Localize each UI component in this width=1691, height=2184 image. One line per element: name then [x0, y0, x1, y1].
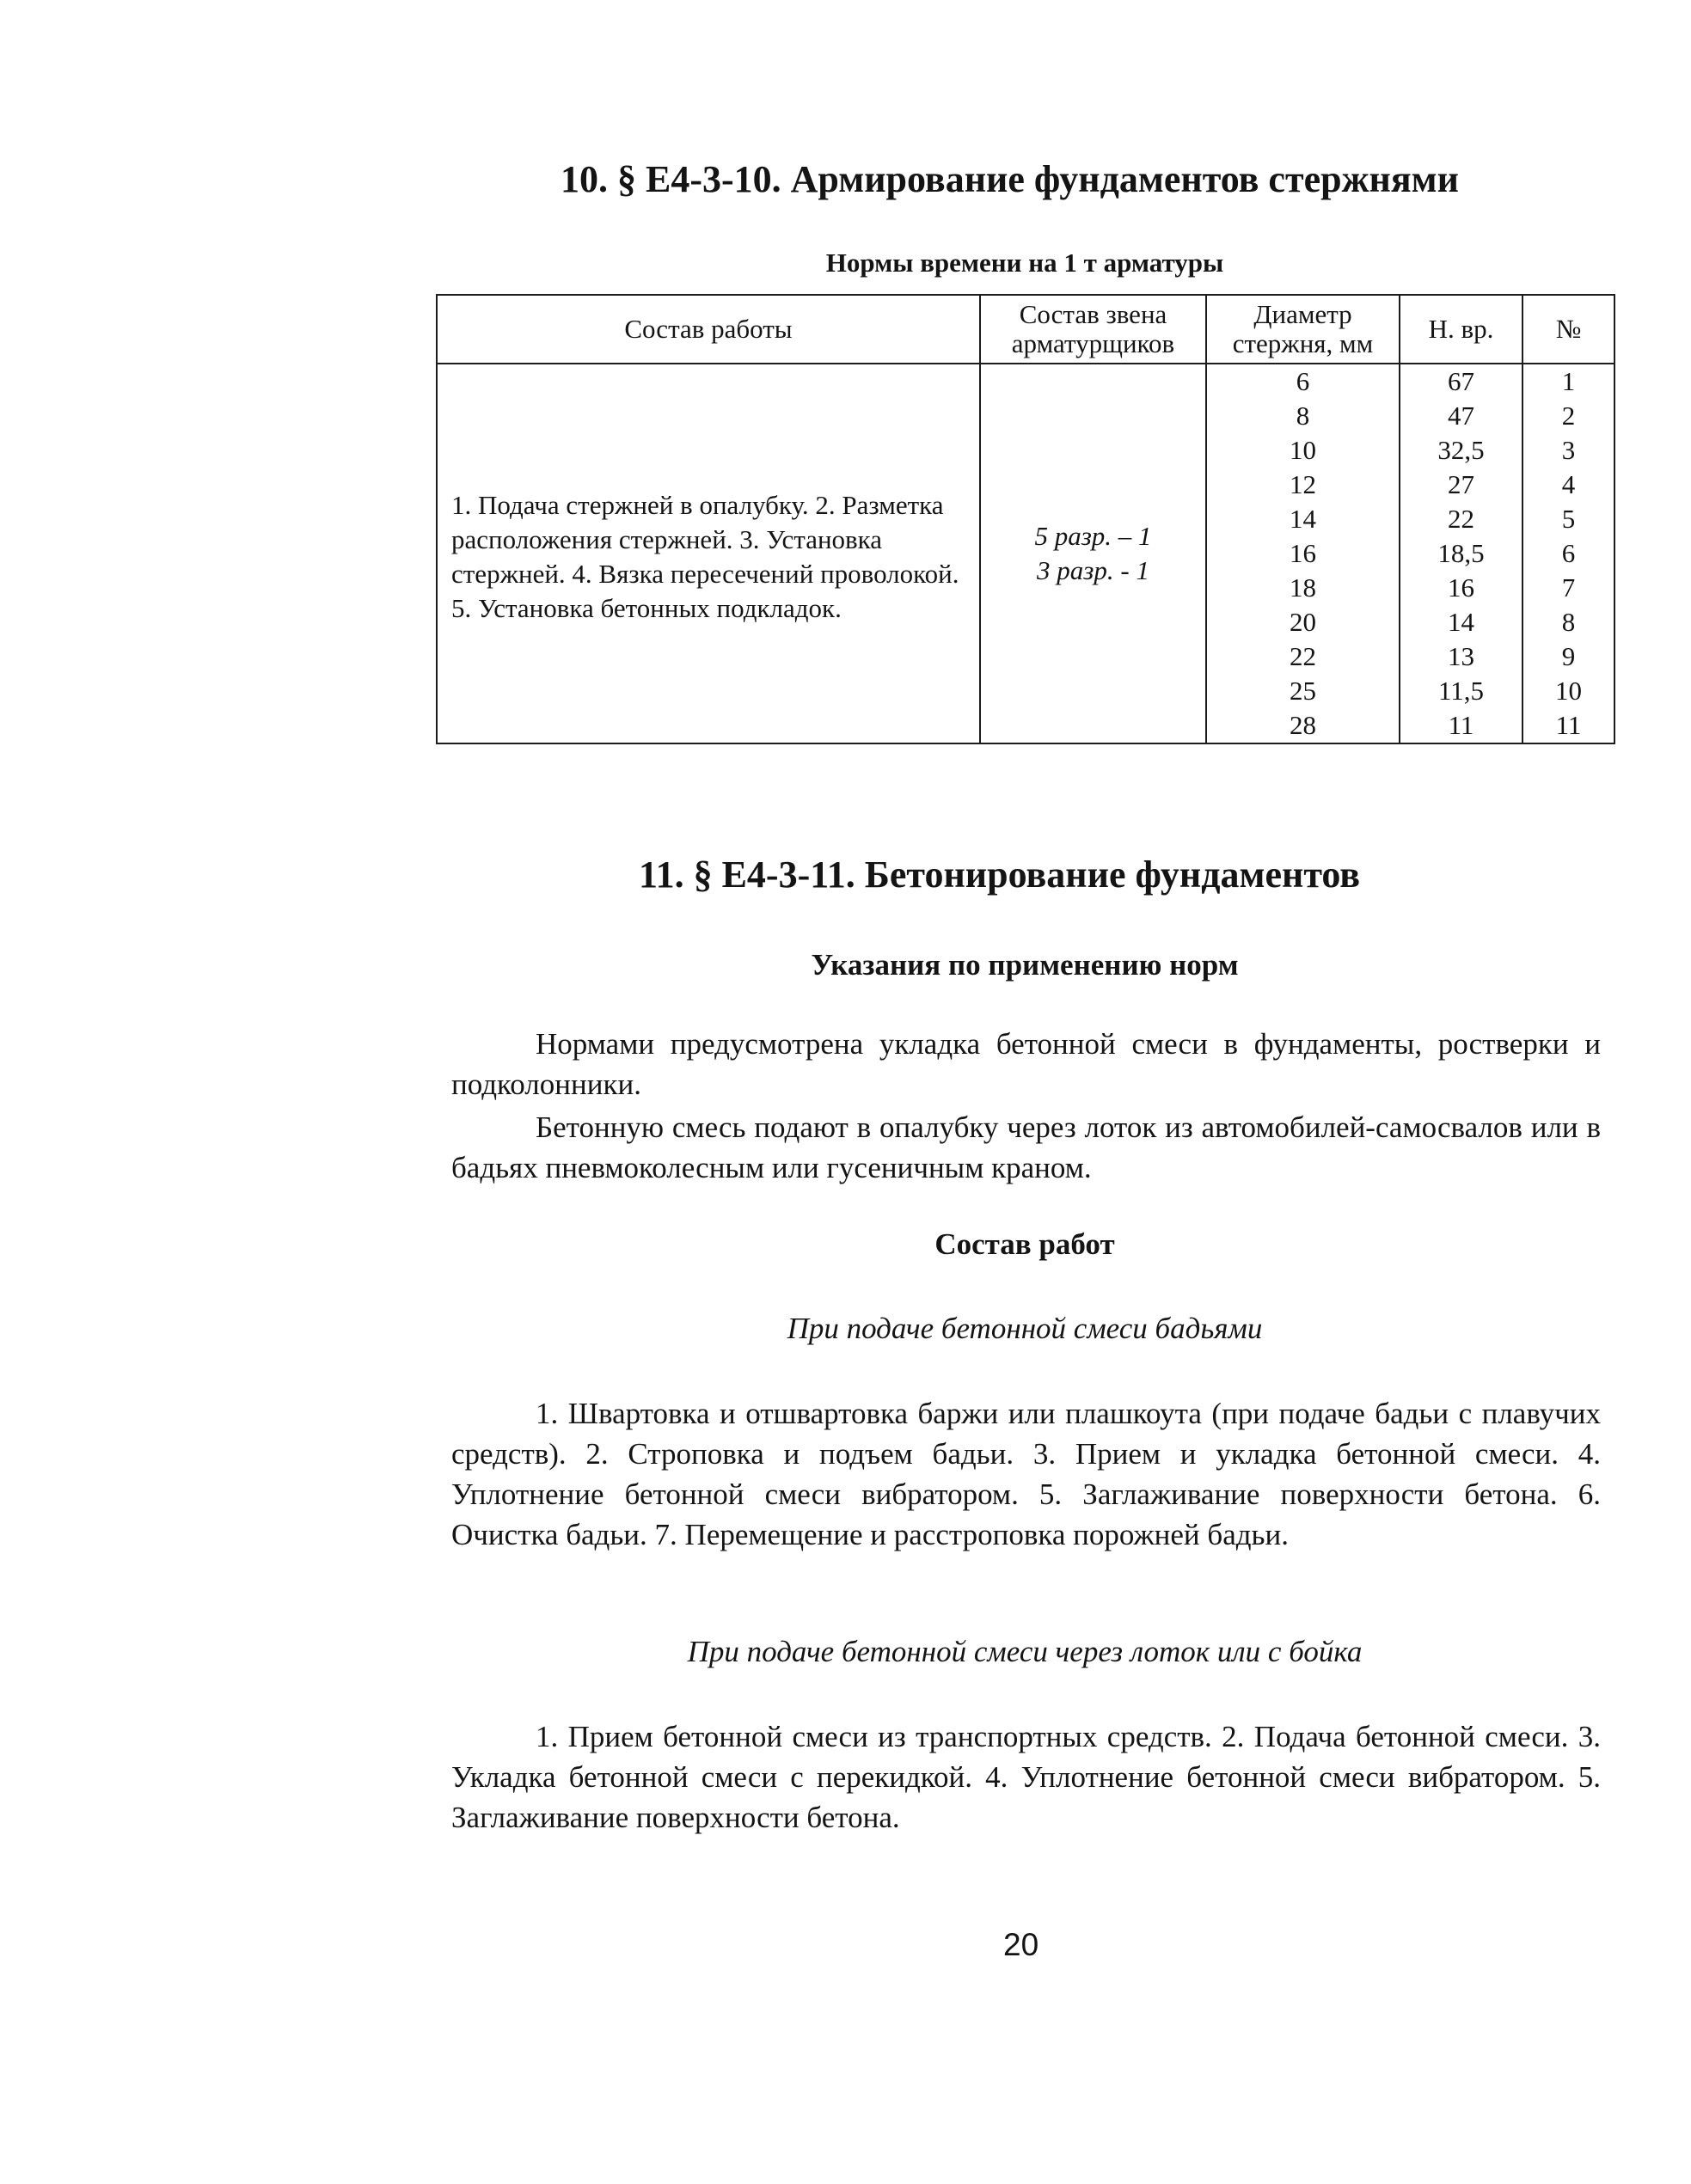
- guidance-block: [451, 1024, 1601, 1188]
- header-diameter: Диаметр стержня, мм: [1206, 295, 1400, 364]
- header-norm: Н. вр.: [1400, 295, 1523, 364]
- row-number: 3: [1561, 435, 1576, 465]
- number-list: [1523, 364, 1614, 743]
- norm-value: 47: [1448, 401, 1474, 431]
- norm-value: 13: [1448, 641, 1474, 671]
- row-number: 6: [1561, 538, 1576, 568]
- crew-composition: [980, 364, 1206, 743]
- norm-value: 22: [1448, 504, 1474, 534]
- row-number: 7: [1561, 572, 1576, 603]
- row-number: 11: [1555, 710, 1582, 740]
- norm-value: 18,5: [1437, 538, 1485, 568]
- diameter-value: 28: [1290, 710, 1316, 740]
- norm-list: [1400, 364, 1523, 743]
- bucket-case-text: 1. Швартовка и отшвартовка баржи или плашкоута (при подаче бадьи с плавучих средств). 2. Строповка и подъем бадьи. 3. Прием и укладка бетонной смеси. 4. Уплотнение бетонной смеси вибратором. 5. Заглаживание поверхности бетона. 6. Очистка бадьи. 7. Перемещение и расстроповка порожней бадьи.: [451, 1397, 1601, 1551]
- diameter-value: 8: [1296, 401, 1310, 431]
- guidance-paragraph-2: Бетонную смесь подают в опалубку через лоток из автомобилей-самосвалов или в бадьях пневмоколесным или гусеничным краном.: [451, 1110, 1601, 1184]
- time-norms-table: [436, 294, 1615, 744]
- diameter-value: 10: [1290, 435, 1316, 465]
- norm-value: 27: [1448, 469, 1474, 499]
- norm-value: 32,5: [1437, 435, 1485, 465]
- bucket-case-heading: При подаче бетонной смеси бадьями: [787, 1312, 1263, 1345]
- header-work: Состав работы: [437, 295, 980, 364]
- table-header-row: [437, 295, 1614, 364]
- norm-value: 16: [1448, 572, 1474, 603]
- diameter-value: 22: [1290, 641, 1316, 671]
- row-number: 1: [1561, 366, 1576, 396]
- diameter-value: 12: [1290, 469, 1316, 499]
- row-number: 5: [1561, 504, 1576, 534]
- table-body-row: [437, 364, 1614, 743]
- row-number: 9: [1561, 641, 1576, 671]
- norm-value: 67: [1448, 366, 1474, 396]
- guidance-paragraph-1: Нормами предусмотрена укладка бетонной смеси в фундаменты, ростверки и подколонники.: [451, 1027, 1601, 1101]
- section-11-title: 11. § Е4-3-11. Бетонирование фундаментов: [639, 853, 1361, 896]
- norm-value: 11: [1448, 710, 1474, 740]
- diameter-value: 6: [1296, 366, 1310, 396]
- section-10-title: 10. § Е4-3-10. Армирование фундаментов стержнями: [561, 158, 1459, 200]
- diameter-value: 25: [1290, 676, 1316, 706]
- diameter-value: 16: [1290, 538, 1316, 568]
- work-description: 1. Подача стержней в опалубку. 2. Разметка расположения стержней. 3. Установка стержней. 4. Вязка пересечений проволокой. 5. Установка бетонных подкладок.: [437, 364, 980, 743]
- header-crew: Состав звена арматурщиков: [980, 295, 1206, 364]
- row-number: 10: [1555, 676, 1582, 706]
- row-number: 8: [1561, 607, 1576, 637]
- chute-case-heading: При подаче бетонной смеси через лоток или с бойка: [687, 1635, 1363, 1668]
- norm-value: 14: [1448, 607, 1474, 637]
- diameter-value: 20: [1290, 607, 1316, 637]
- diameter-value: 18: [1290, 572, 1316, 603]
- norm-value: 11,5: [1437, 676, 1485, 706]
- work-composition-heading: Состав работ: [934, 1227, 1115, 1261]
- row-number: 2: [1561, 401, 1576, 431]
- table-caption: Нормы времени на 1 т арматуры: [825, 248, 1224, 278]
- bucket-case-block: [451, 1393, 1601, 1555]
- row-number: 4: [1561, 469, 1576, 499]
- header-number: №: [1523, 295, 1614, 364]
- guidance-heading: Указания по применению норм: [811, 948, 1239, 982]
- crew-grade-3: 3 разр. - 1: [1037, 555, 1149, 585]
- crew-grade-5: 5 разр. – 1: [1034, 521, 1152, 551]
- page-number: 20: [1003, 1927, 1039, 1962]
- chute-case-block: [451, 1716, 1601, 1838]
- chute-case-text: 1. Прием бетонной смеси из транспортных средств. 2. Подача бетонной смеси. 3. Укладка бетонной смеси с перекидкой. 4. Уплотнение бетонной смеси вибратором. 5. Заглаживание поверхности бетона.: [451, 1720, 1601, 1834]
- diameter-list: [1206, 364, 1400, 743]
- diameter-value: 14: [1290, 504, 1316, 534]
